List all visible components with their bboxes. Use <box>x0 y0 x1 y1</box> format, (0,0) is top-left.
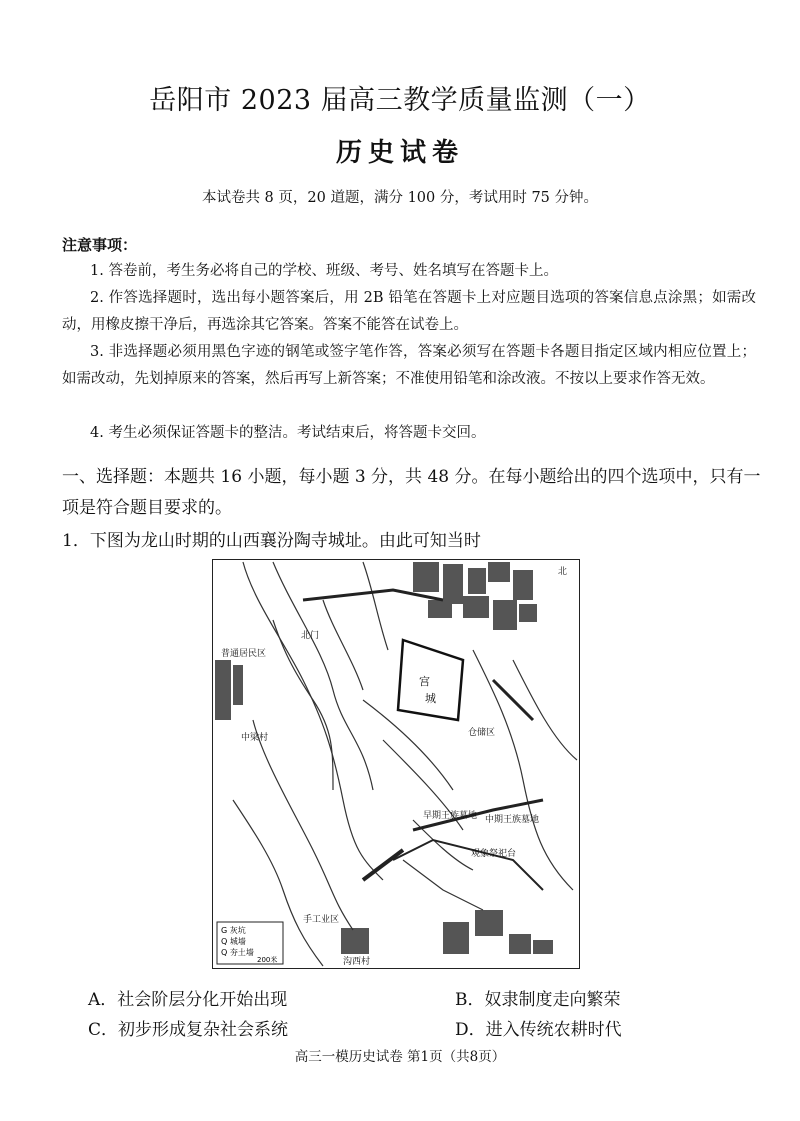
map-crafts-label: 手工业区 <box>303 915 340 925</box>
section-heading: 一、选择题：本题共 16 小题，每小题 3 分，共 48 分。在每小题给出的四个选项中，只有一项是符合题目要求的。 <box>62 467 761 518</box>
map-observatory-label: 观象祭祀台 <box>471 849 517 859</box>
map-village-east-label: 中梁村 <box>241 733 269 743</box>
east-wall <box>493 680 533 720</box>
option-b[interactable]: B．奴隶制度走向繁荣 <box>455 990 621 1010</box>
legend-2: Q 城墙 <box>221 937 246 946</box>
exam-subject: 历史试卷 <box>335 138 464 168</box>
terrain-lines <box>233 562 577 966</box>
legend-scale: 200米 <box>257 956 278 964</box>
map-cemetery-label: 中期王族墓地 <box>485 815 540 825</box>
map-altar-label: 早期王族墓地 <box>423 811 478 821</box>
notice-title: 注意事项： <box>62 236 138 254</box>
exam-meta: 本试卷共 8 页，20 道题，满分 100 分，考试用时 75 分钟。 <box>201 190 599 206</box>
map-village-south-label: 沟西村 <box>343 957 371 967</box>
observatory-wall <box>393 840 543 890</box>
legend-3: Q 夯土墙 <box>221 948 254 957</box>
village-blocks-bottom <box>341 910 553 954</box>
notice-item-3: 3. 非选择题必须用黑色字迹的钢笔或签字笔作答，答案必须写在答题卡各题目指定区域内相应位置上；如需改动，先划掉原来的答案，然后再写上新答案；不准使用铅笔和涂改液。不按以上要求作答无效。 <box>62 344 756 387</box>
option-c[interactable]: C．初步形成复杂社会系统 <box>88 1020 289 1040</box>
option-d[interactable]: D．进入传统农耕时代 <box>455 1020 622 1040</box>
map-gate-label: 北门 <box>301 631 320 641</box>
village-blocks-top <box>413 562 537 630</box>
map-legend <box>217 922 283 964</box>
taosi-site-map <box>212 559 580 969</box>
exam-title: 岳阳市 2023 届高三教学质量监测（一） <box>149 85 651 116</box>
question-1-stem: 1．下图为龙山时期的山西襄汾陶寺城址。由此可知当时 <box>62 531 481 551</box>
legend-1: G 灰坑 <box>221 926 246 935</box>
map-residential-label: 普通居民区 <box>221 649 267 659</box>
map-city-label: 城 <box>425 692 436 705</box>
page-footer: 高三一模历史试卷 第1页（共8页） <box>294 1049 506 1065</box>
palace-city-wall <box>398 640 463 720</box>
notice-item-1: 1. 答卷前，考生务必将自己的学校、班级、考号、姓名填写在答题卡上。 <box>90 263 558 279</box>
map-north-label: 北 <box>558 567 568 577</box>
map-drawing <box>213 560 579 968</box>
notice-item-4: 4. 考生必须保证答题卡的整洁。考试结束后，将答题卡交回。 <box>90 425 486 441</box>
option-a[interactable]: A．社会阶层分化开始出现 <box>88 990 288 1010</box>
village-blocks-left <box>215 660 243 720</box>
map-storage-label: 仓储区 <box>468 728 496 738</box>
map-palace-label: 宫 <box>419 675 430 688</box>
notice-item-2: 2. 作答选择题时，选出每小题答案后，用 2B 铅笔在答题卡上对应题目选项的答案信息点涂黑；如需改动，用橡皮擦干净后，再选涂其它答案。答案不能答在试卷上。 <box>62 290 756 333</box>
